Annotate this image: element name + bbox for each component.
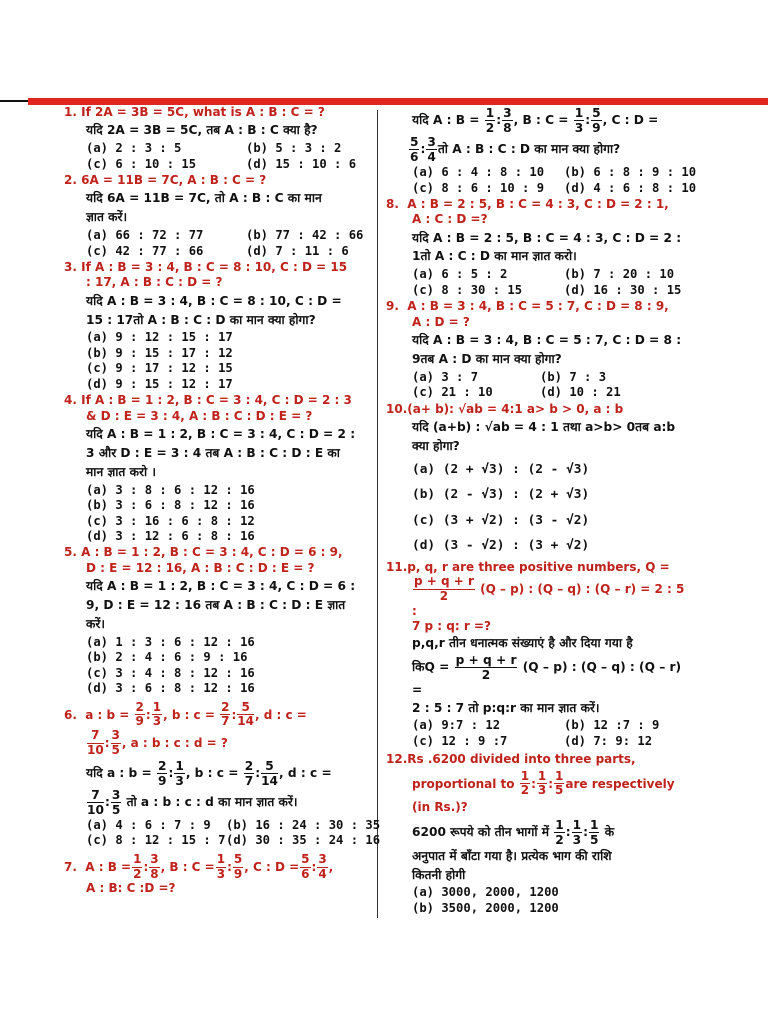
question-11-options xyxy=(412,718,688,749)
question-9-options xyxy=(412,370,688,401)
option: (c) 21 : 10 xyxy=(412,385,493,400)
question-12-options xyxy=(412,885,688,916)
option: (c) 3 : 16 : 6 : 8 : 12 xyxy=(86,513,255,528)
header-black-line xyxy=(0,100,30,102)
option: (d) 3 : 12 : 6 : 8 : 16 xyxy=(86,528,255,543)
question-7-title: 7. A : B = $\frac{1}{2}$ : $\frac{3}{8}$ , B : C = $\frac{1}{3}$ : $\frac{5}{9}$ , C : D = $\frac{5}{6}$ : $\frac{3}{4}$ , A : B: C :D =? xyxy=(64,851,334,896)
option: (b) 16 : 24 : 30 : 35 xyxy=(226,817,381,832)
option: (b) 77 : 42 : 66 xyxy=(246,228,364,243)
option: (a) 4 : 6 : 7 : 9 xyxy=(86,817,211,832)
option: (c) 8 : 12 : 15 : 7 xyxy=(86,833,226,848)
option: (d) 30 : 35 : 24 : 16 xyxy=(226,833,381,848)
question-8-hindi: यदि A : B = 2 : 5, B : C = 4 : 3, C : D = 2 : 1तो A : C : D का मान ज्ञात करो। xyxy=(412,230,682,264)
option: (c) 6 : 10 : 15 xyxy=(86,156,197,171)
left-column xyxy=(64,105,381,897)
question-2-title: 2. 6A = 11B = 7C, A : B : C = ? xyxy=(64,173,267,188)
question-5-title: 5. A : B = 1 : 2, B : C = 3 : 4, C : D = 6 : 9, D : E = 12 : 16, A : B : C : D : E = ? xyxy=(64,545,343,575)
question-6-hindi: यदि a : b = $\frac{2}{9}$ : $\frac{1}{3}$ , b : c = $\frac{2}{7}$ : $\frac{5}{14}$ , d : c = $\frac{7}{10}$ : $\frac{3}{5}$ तो a : b : c : d का मान ज्ञात करें। xyxy=(86,758,332,817)
option: (b) 3 : 6 : 8 : 12 : 16 xyxy=(86,498,255,513)
question-4-title: 4. If A : B = 1 : 2, B : C = 3 : 4, C : D = 2 : 3 & D : E = 3 : 4, A : B : C : D : E = ? xyxy=(64,393,352,423)
question-2-hindi: यदि 6A = 11B = 7C, तो A : B : C का मान ज्ञात करें। xyxy=(86,191,322,225)
option: (b) (2 - √3) : (2 + √3) xyxy=(412,487,590,503)
question-3-title: 3. If A : B = 3 : 4, B : C = 8 : 10, C : D = 15 : 17, A : B : C : D = ? xyxy=(64,260,348,290)
question-8-options xyxy=(412,267,688,298)
option: (b) 7 : 20 : 10 xyxy=(564,267,675,282)
option: (b) 12 :7 : 9 xyxy=(564,718,660,733)
option: (a) (2 + √3) : (2 - √3) xyxy=(412,461,590,477)
question-1-options xyxy=(86,141,370,172)
option: (d) (3 - √2) : (3 + √2) xyxy=(412,538,590,554)
option: (b) 6 : 8 : 9 : 10 xyxy=(564,165,697,180)
question-7-hindi: यदि A : B = $\frac{1}{2}$ : $\frac{3}{8}$ , B : C = $\frac{1}{3}$ : $\frac{5}{9}$ , C : D = $\frac{5}{6}$ : $\frac{3}{4}$ तो A : B : C : D का मान क्या होगा? xyxy=(410,106,659,165)
question-11-title: 11.p, q, r are three positive numbers, Q = $\frac{p + q + r}{2}$ (Q – p) : (Q – q) : (Q – r) = 2 : 5 : 7 p : q: r =? xyxy=(386,560,685,634)
question-1-title: 1. If 2A = 3B = 5C, what is A : B : C = ? xyxy=(64,105,325,119)
option: (d) 10 : 21 xyxy=(540,385,621,400)
question-12-hindi: 6200 रूपये को तीन भागों में $\frac{1}{2}$ : $\frac{1}{3}$ : $\frac{1}{5}$ के अनुपात में बाँटा गया है। प्रत्येक भाग की राशि कितनी होगी xyxy=(412,818,615,882)
option: (a) 3000, 2000, 1200 xyxy=(412,885,559,900)
option: (d) 3 : 6 : 8 : 12 : 16 xyxy=(86,681,255,696)
question-10-title: 10.(a+ b): √ab = 4:1 a> b > 0, a : b xyxy=(386,401,624,416)
question-9-title: 9. A : B = 3 : 4, B : C = 5 : 7, C : D = 8 : 9, A : D = ? xyxy=(386,299,669,329)
option: (c) 8 : 30 : 15 xyxy=(412,282,523,297)
option: (c) 8 : 6 : 10 : 9 xyxy=(412,180,545,195)
question-3-options xyxy=(86,330,370,392)
option: (a) 66 : 72 : 77 xyxy=(86,228,204,243)
question-10-options xyxy=(412,457,688,559)
option: (b) 3500, 2000, 1200 xyxy=(412,900,559,915)
question-10-hindi: यदि (a+b) : √ab = 4 : 1 तथा a>b> 0तब a:b क्या होगा? xyxy=(412,419,676,453)
option: (c) 3 : 4 : 8 : 12 : 16 xyxy=(86,665,255,680)
option: (c) 42 : 77 : 66 xyxy=(86,243,204,258)
question-11-hindi: p,q,r तीन धनात्मक संख्याएं है और दिया गया है किQ = $\frac{p + q + r}{2}$ (Q – p) : (Q – q) : (Q – r) = 2 : 5 : 7 तो p:q:r का मान ज्ञात करें। xyxy=(412,636,682,715)
option: (a) 9 : 12 : 15 : 17 xyxy=(86,330,233,345)
option: (b) 9 : 15 : 17 : 12 xyxy=(86,345,233,360)
option: (c) 9 : 17 : 12 : 15 xyxy=(86,361,233,376)
option: (a) 6 : 5 : 2 xyxy=(412,267,508,282)
option: (c) 12 : 9 :7 xyxy=(412,733,508,748)
option: (a) 6 : 4 : 8 : 10 xyxy=(412,165,545,180)
question-2-options xyxy=(86,228,370,259)
question-1-hindi: यदि 2A = 3B = 5C, तब A : B : C क्या है? xyxy=(86,123,318,138)
question-5-hindi: यदि A : B = 1 : 2, B : C = 3 : 4, C : D = 6 : 9, D : E = 12 : 16 तब A : B : C : D : E ज्ञात करें। xyxy=(86,578,356,631)
column-divider xyxy=(377,110,378,918)
question-4-options xyxy=(86,483,370,545)
option: (d) 7: 9: 12 xyxy=(564,733,653,748)
question-6-title: 6. a : b = $\frac{2}{9}$ : $\frac{1}{3}$ , b : c = $\frac{2}{7}$ : $\frac{5}{14}$ , d : c = $\frac{7}{10}$ : $\frac{3}{5}$ , a : b : c : d = ? xyxy=(64,699,307,757)
option: (a) 3 : 7 xyxy=(412,369,479,384)
question-6-options xyxy=(86,817,381,849)
question-8-title: 8. A : B = 2 : 5, B : C = 4 : 3, C : D = 2 : 1, A : C : D =? xyxy=(386,197,669,227)
option: (d) 16 : 30 : 15 xyxy=(564,282,682,297)
question-12-title: 12.Rs .6200 divided into three parts, proportional to $\frac{1}{2}$ : $\frac{1}{3}$ : $\frac{1}{5}$ are respectively (in Rs.)? xyxy=(386,752,675,815)
option: (d) 15 : 10 : 6 xyxy=(246,156,357,171)
option: (b) 5 : 3 : 2 xyxy=(246,141,342,156)
option: (a) 2 : 3 : 5 xyxy=(86,141,182,156)
question-3-hindi: यदि A : B = 3 : 4, B : C = 8 : 10, C : D = 15 : 17तो A : B : C : D का मान क्या होगा? xyxy=(86,293,342,327)
question-7-options xyxy=(412,165,697,196)
option: (a) 3 : 8 : 6 : 12 : 16 xyxy=(86,482,255,497)
option: (d) 4 : 6 : 8 : 10 xyxy=(564,180,697,195)
option: (d) 7 : 11 : 6 xyxy=(246,243,349,258)
question-5-options xyxy=(86,635,370,697)
question-4-hindi: यदि A : B = 1 : 2, B : C = 3 : 4, C : D = 2 : 3 और D : E = 3 : 4 तब A : B : C : D : E का मान ज्ञात करो । xyxy=(86,426,356,479)
question-9-hindi: यदि A : B = 3 : 4, B : C = 5 : 7, C : D = 8 : 9तब A : D का मान क्या होगा? xyxy=(412,332,682,366)
option: (b) 7 : 3 xyxy=(540,369,607,384)
option: (b) 2 : 4 : 6 : 9 : 16 xyxy=(86,650,248,665)
option: (c) (3 + √2) : (3 - √2) xyxy=(412,512,590,528)
header-red-bar xyxy=(28,98,768,105)
right-column xyxy=(386,105,697,917)
option: (a) 9:7 : 12 xyxy=(412,718,501,733)
option: (d) 9 : 15 : 12 : 17 xyxy=(86,376,233,391)
option: (a) 1 : 3 : 6 : 12 : 16 xyxy=(86,634,255,649)
